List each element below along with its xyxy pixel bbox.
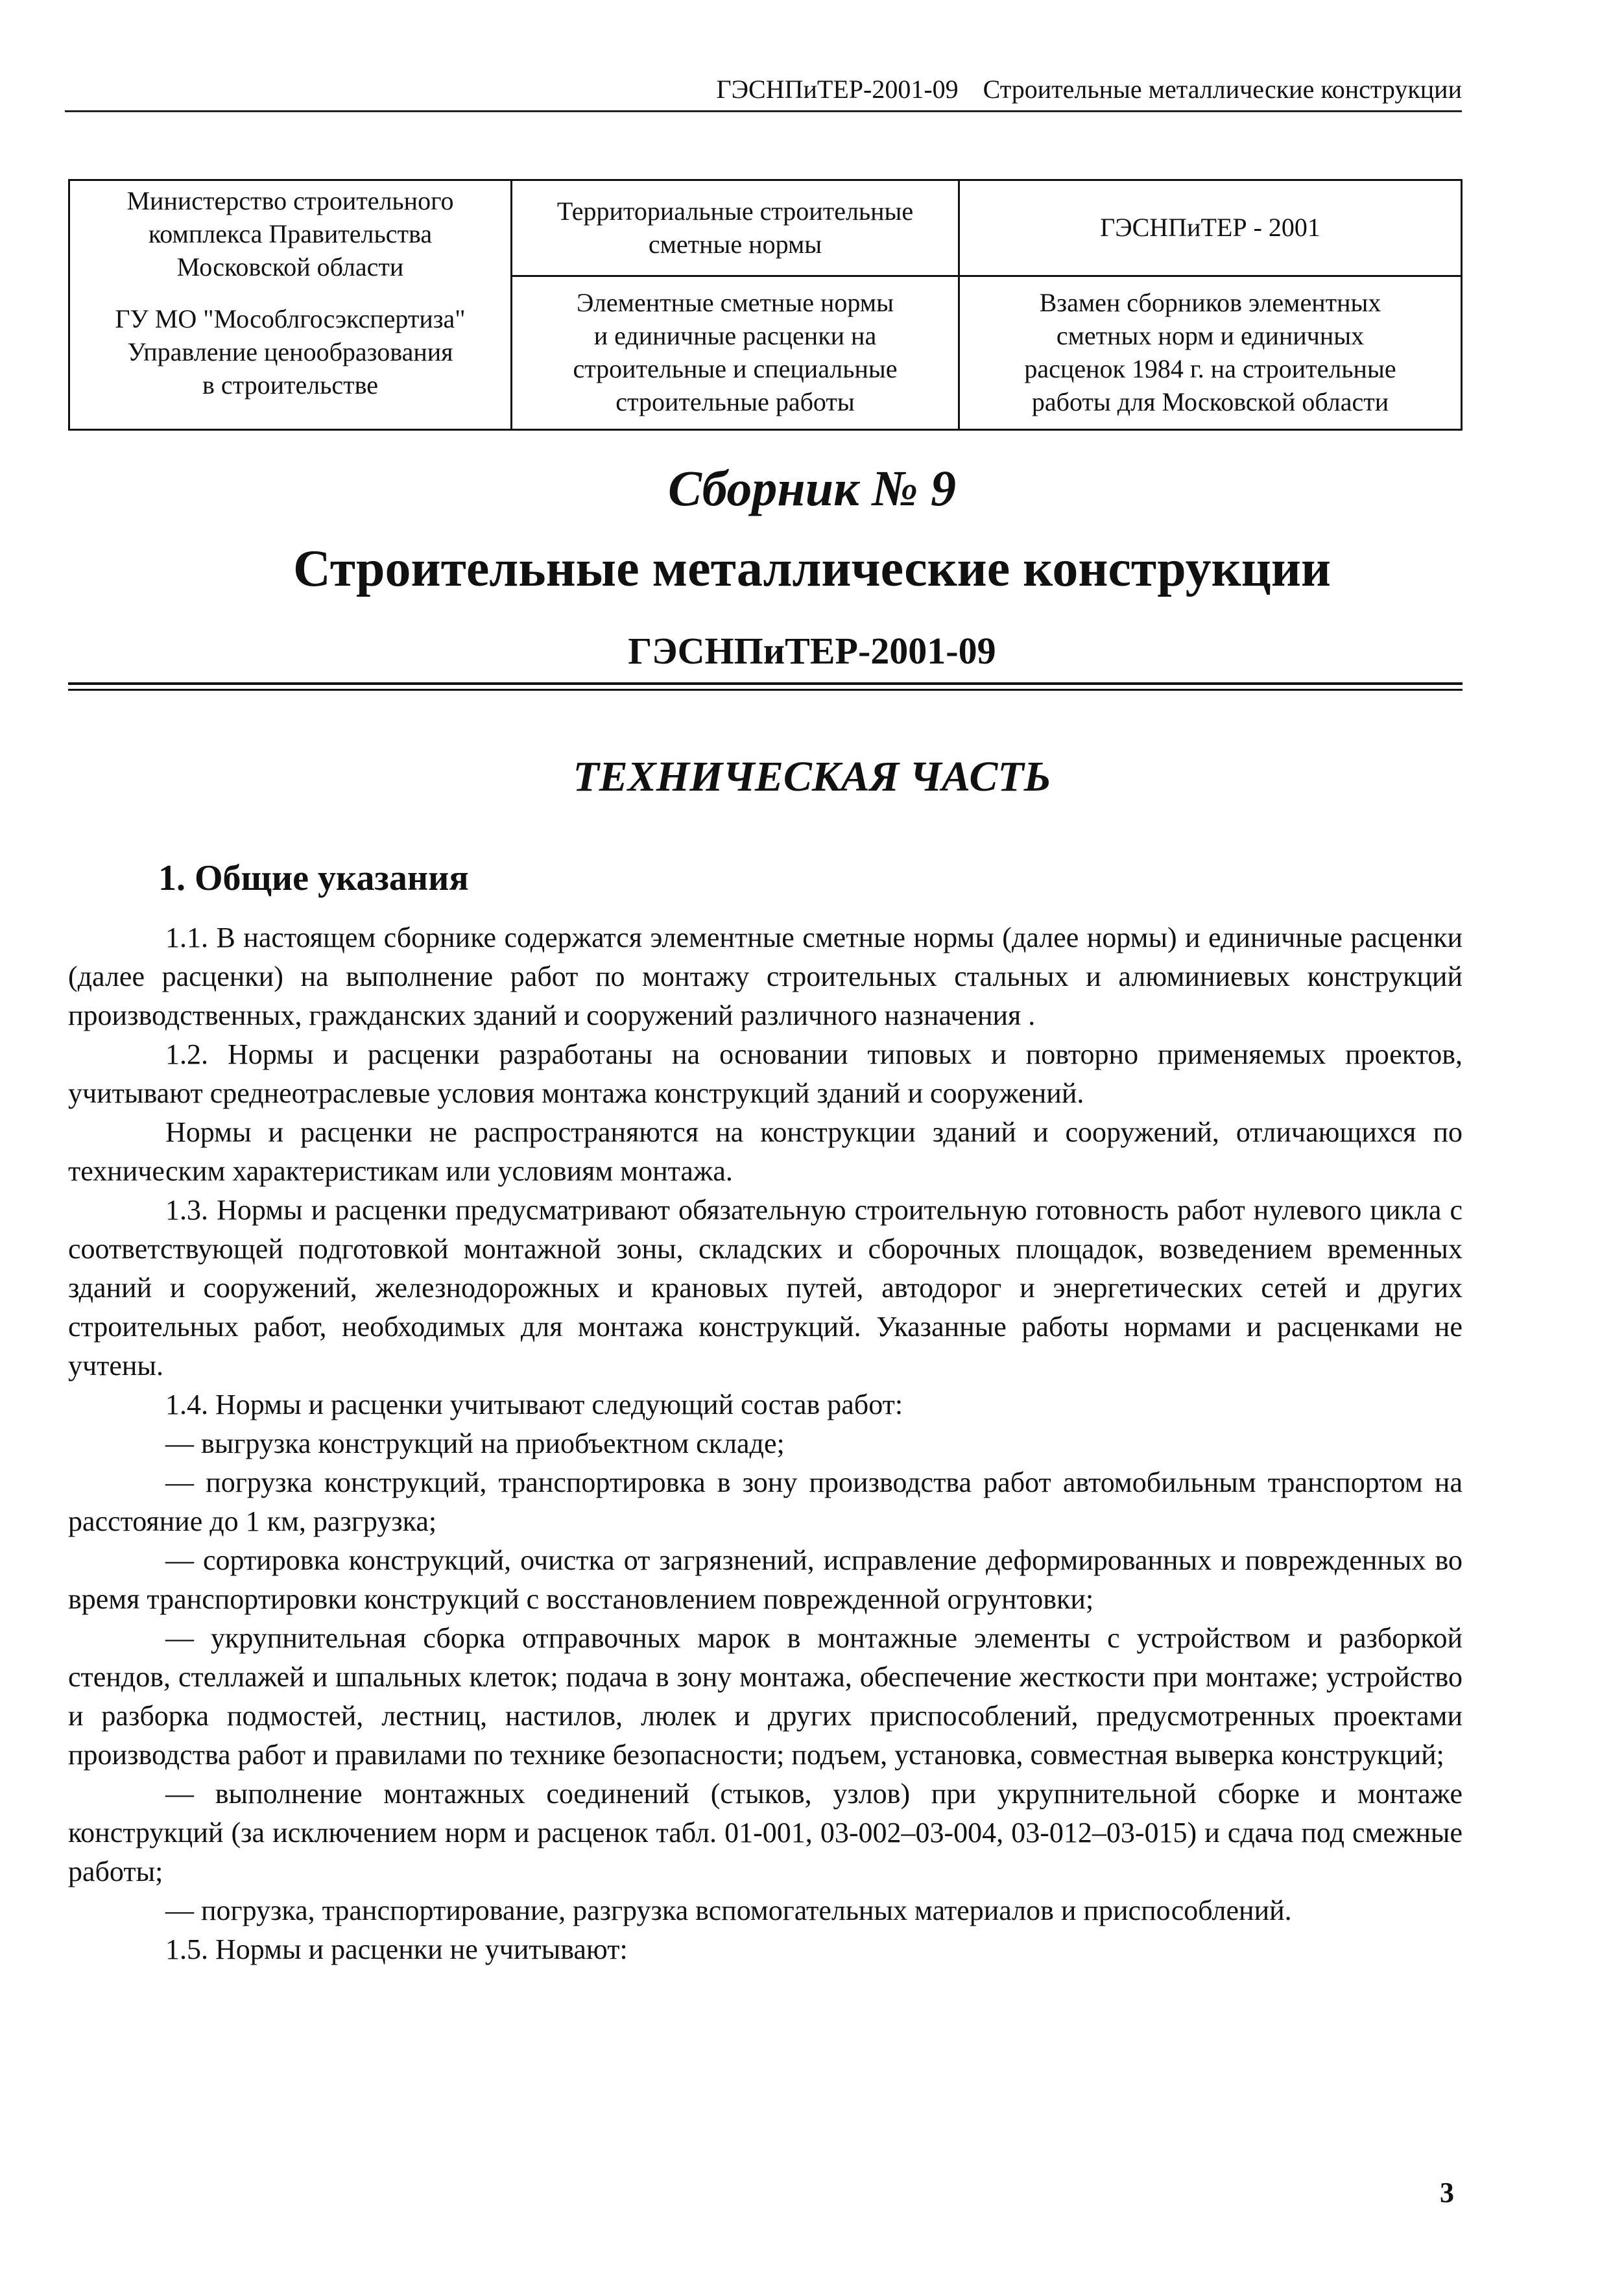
paragraph: Нормы и расценки не распространяются на конструкции зданий и сооружений, отличающихся по техническим характеристикам или условиям монтажа. [68,1116,1463,1187]
ministry-name: Министерство строительного комплекса Правительства Московской области [126,186,454,281]
list-item: — выгрузка конструкций на приобъектном складе; [165,1428,785,1459]
paragraph: 1.4. Нормы и расценки учитывают следующий состав работ: [165,1389,903,1420]
paragraph: 1.5. Нормы и расценки не учитывают: [165,1933,628,1965]
running-header-title: Строительные металлические конструкции [983,75,1462,104]
document-code: ГЭСНПиТЕР-2001-09 [628,630,996,672]
norms-code-cell: ГЭСНПиТЕР - 2001 [960,181,1461,277]
paragraph: 1.2. Нормы и расценки разработаны на основании типовых и повторно применяемых проектов, учитывают среднеотраслевые условия монтажа конструкций зданий и сооружений. [68,1038,1463,1109]
collection-title: Сборник № 9 [667,460,957,516]
issuer-cell [70,181,512,429]
running-header [717,77,1463,102]
norms-type-cell: Территориальные строительные сметные нормы [512,181,960,277]
norms-description-cell: Элементные сметные нормы и единичные расценки на строительные и специальные строительные работы [512,277,960,429]
body-text [68,918,1463,1969]
header-rule [65,110,1462,112]
list-item: — выполнение монтажных соединений (стыков, узлов) при укрупнительной сборке и монтаже конструкций (за исключением норм и расценок табл. 01-001, 03-002–03-004, 03-012–03-015) и сдача под смежные работы; [68,1778,1463,1887]
paragraph: 1.1. В настоящем сборнике содержатся элементные сметные нормы (далее нормы) и единичные расценки (далее расценки) на выполнение работ по монтажу строительных стальных и алюминиевых конструкций производственных, гражданских зданий и сооружений различного назначения . [68,922,1463,1031]
header-table [68,179,1463,431]
section-heading: 1. Общие указания [158,858,469,898]
paragraph: 1.3. Нормы и расценки предусматривают обязательную строительную готовность работ нулевого цикла с соответствующей подготовкой монтажной зоны, складских и сборочных площадок, возведением временных зданий и сооружений, железнодорожных и крановых путей, автодорог и энергетических сетей и других строительных работ, необходимых для монтажа конструкций. Указанные работы нормами и расценками не учтены. [68,1194,1463,1382]
agency-name: ГУ МО "Мособлгосэкспертиза" Управление ценообразования в строительстве [115,304,466,400]
list-item: — сортировка конструкций, очистка от загрязнений, исправление деформированных и поврежденных во время транспортировки конструкций с восстановлением поврежденной огрунтовки; [68,1544,1463,1615]
running-header-code: ГЭСНПиТЕР-2001-09 [716,75,959,104]
main-title: Строительные металлические конструкции [293,540,1331,597]
title-double-rule [68,682,1463,691]
replaces-cell: Взамен сборников элементных сметных норм и единичных расценок 1984 г. на строительные работы для Московской области [1024,288,1396,416]
list-item: — погрузка, транспортирование, разгрузка вспомогательных материалов и приспособлений. [165,1895,1292,1926]
page-number: 3 [1440,2177,1454,2208]
list-item: — погрузка конструкций, транспортировка в зону производства работ автомобильным транспортом на расстояние до 1 км, разгрузка; [68,1466,1463,1537]
technical-part-heading: ТЕХНИЧЕСКАЯ ЧАСТЬ [573,753,1051,800]
list-item: — укрупнительная сборка отправочных марок в монтажные элементы с устройством и разборкой стендов, стеллажей и шпальных клеток; подача в зону монтажа, обеспечение жесткости при монтаже; устройство и разборка подмостей, лестниц, настилов, люлек и других приспособлений, предусмотренных проектами производства работ и правилами по технике безопасности; подъем, установка, совместная выверка конструкций; [68,1622,1463,1771]
